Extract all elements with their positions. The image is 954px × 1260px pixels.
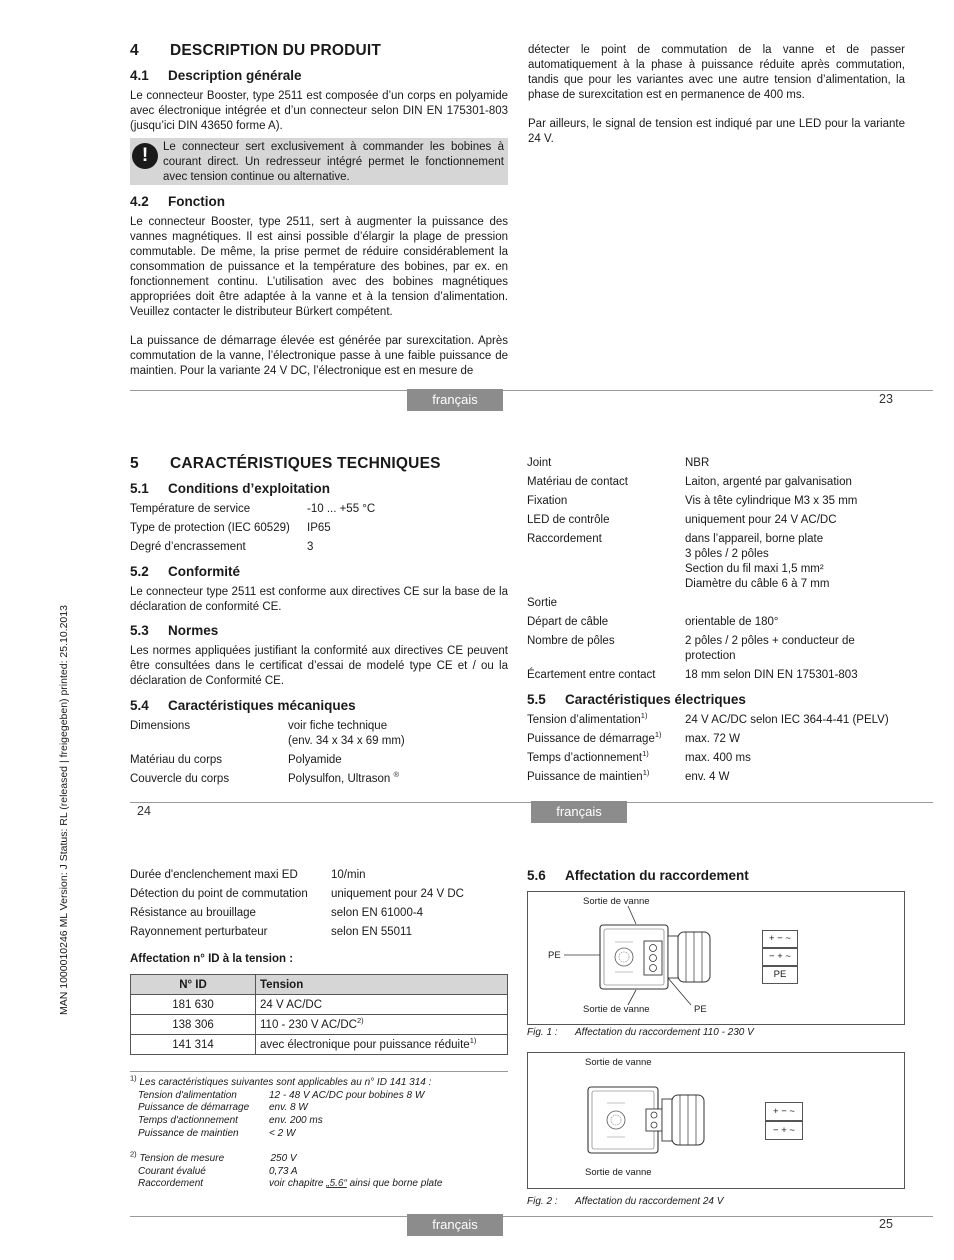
figure-2-caption: Fig. 2 : Affectation du raccordement 24 V (527, 1196, 724, 1207)
section-5-4-heading: 5.4 Caractéristiques mécaniques (130, 698, 356, 713)
list-item: Nombre de pôles 2 pôles / 2 pôles + conducteur de protection (527, 635, 855, 662)
table-header: N° ID (131, 975, 256, 995)
table-title: Affectation n° ID à la tension : (130, 953, 294, 965)
connector-specs-list (527, 456, 907, 687)
page1-footer-rule (130, 390, 933, 391)
section-5-heading: 5 CARACTÉRISTIQUES TECHNIQUES (130, 455, 441, 472)
document-id-sidebar: MAN 1000010246 ML Version: J Status: RL (released | freigegeben) printed: 25.10.2013 (58, 605, 70, 1015)
table-cell: 138 306 (131, 1015, 256, 1035)
connector-drawing-2 (528, 1053, 904, 1188)
figure-1 (527, 891, 905, 1025)
mechanical-list (130, 719, 508, 791)
list-item: Type de protection (IEC 60529) IP65 (130, 522, 331, 534)
table-cell: 110 - 230 V AC/DC$^{2)}$ (256, 1015, 508, 1035)
list-item: Rayonnement perturbateur selon EN 55011 (130, 926, 412, 938)
list-item: LED de contrôle uniquement pour 24 V AC/DC (527, 514, 837, 526)
language-tab: français (407, 1214, 503, 1236)
list-item: Joint NBR (527, 457, 710, 469)
table-cell: 181 630 (131, 995, 256, 1015)
id-voltage-table (130, 974, 508, 1055)
fig2-label-bottom: Sortie de vanne (585, 1167, 652, 1178)
page-number: 25 (879, 1217, 893, 1231)
list-item: Raccordement dans l’appareil, borne plate 3 pôles / 2 pôles Section du fil maxi 1,5 mm² Diamètre du câble 6 à 7 mm (527, 533, 830, 590)
list-item: Tension d’alimentation$^{1)}$ 24 V AC/DC selon IEC 364-4-41 (PELV) (527, 711, 889, 726)
electrical-list (527, 713, 907, 789)
terminal-label-1: + − ~ (765, 1102, 803, 1121)
terminal-label-2: − + ~ (765, 1121, 803, 1140)
section-5-3-heading: 5.3 Normes (130, 623, 219, 638)
table-row (131, 1015, 508, 1035)
list-item: Temps d’actionnement$^{1)}$ max. 400 ms (527, 749, 751, 764)
page1-right-column: détecter le point de commutation de la vanne et de passer automatiquement à la phase à puissance réduite après commutation, tandis que pour les variantes avec une autre tension d’alimentation, la phase de surexcitation est en permanence de 400 ms. Par ailleurs, le signal de tension est indiqué par une LED pour la variante 24 V. (528, 44, 905, 145)
fig2-label-top: Sortie de vanne (585, 1057, 652, 1068)
list-item: Dimensions voir fiche technique (env. 34 x 34 x 69 mm) (130, 720, 405, 747)
chapter-link[interactable]: „5.6“ (326, 1178, 347, 1190)
page-number: 24 (137, 804, 151, 818)
section-4-2-text: Le connecteur Booster, type 2511, sert à augmenter la puissance des vannes magnétiques. Il est ainsi possible d’élargir la plage de pression commutable. De même, la prise permet de réduire considérablement la consommation de puissance et la température des bobines, par ex. en fonctionnement continu. L’utilisation avec des bobines magnétiques appropriées doit être adaptée à la vanne et à la tension d’alimentation. Veuillez contacter le distributeur Bürkert compétent. La puissance de démarrage élevée est générée par surexcitation. Après commutation de la vanne, l’électronique passe à une faible puissance de maintien. Pour la variante 24 V DC, l’électronique est en mesure de (130, 216, 508, 377)
language-tab: français (407, 389, 503, 411)
fig1-label-pe-left: PE (548, 950, 561, 961)
table-cell: 141 314 (131, 1035, 256, 1055)
list-item: Fixation Vis à tête cylindrique M3 x 35 mm (527, 495, 858, 507)
list-item: Température de service -10 ... +55 °C (130, 503, 376, 515)
list-item: Matériau du corps Polyamide (130, 754, 342, 766)
table-row (131, 1035, 508, 1055)
language-tab: français (531, 801, 627, 823)
footnote-2: $^{2)}$ Tension de mesure 250 V Courant évalué 0,73 A Raccordement voir chapitre „5.6“ ainsi que borne plate (130, 1149, 443, 1190)
page-number: 23 (879, 392, 893, 406)
section-5-6-heading: 5.6 Affectation du raccordement (527, 868, 749, 883)
fig1-label-bottom: Sortie de vanne (583, 1004, 650, 1015)
additional-specs-list (130, 868, 508, 944)
list-item: Durée d'enclenchement maxi ED 10/min (130, 869, 366, 881)
table-header: Tension (256, 975, 508, 995)
section-5-2-text: Le connecteur type 2511 est conforme aux directives CE sur la base de la déclaration de conformité CE. (130, 586, 508, 613)
page3-footer-rule (130, 1216, 933, 1217)
list-item: Couvercle du corps Polysulfon, Ultrason ® (130, 770, 400, 785)
warning-box: ! Le connecteur sert exclusivement à commander les bobines à courant direct. Un redresseur intégré permet le fonctionnement avec tension continue ou alternative. (130, 138, 508, 185)
list-item: Degré d’encrassement 3 (130, 541, 314, 553)
section-4-1-heading: 4.1 Description générale (130, 68, 302, 83)
table-cell: avec électronique pour puissance réduite$^{1)}$ (256, 1035, 508, 1055)
terminal-label-1: + − ~ (762, 930, 798, 948)
operating-conditions-list (130, 502, 508, 559)
section-5-3-text: Les normes appliquées justifiant la conformité aux directives CE peuvent être consultées dans le certificat d’essai de modelé type CE et / ou la déclaration de Conformité CE. (130, 645, 508, 687)
terminal-label-2: − + ~ (762, 948, 798, 966)
list-item: Sortie (527, 597, 558, 609)
section-4-heading: 4 DESCRIPTION DU PRODUIT (130, 42, 382, 59)
footnote-1: $^{1)}$ Les caractéristiques suivantes sont applicables au n° ID 141 314 : Tension d'alimentation 12 - 48 V AC/DC pour bobines 8 W Puissance de démarrage env. 8 W Temps d'actionnement env. 200 ms Puissance de maintien < 2 W (130, 1073, 432, 1139)
fig1-label-top: Sortie de vanne (583, 896, 650, 907)
figure-1-caption: Fig. 1 : Affectation du raccordement 110 - 230 V (527, 1027, 754, 1038)
section-5-2-heading: 5.2 Conformité (130, 564, 240, 579)
list-item: Détection du point de commutation uniquement pour 24 V DC (130, 888, 464, 900)
table-header-row (131, 975, 508, 995)
table-row (131, 995, 508, 1015)
list-item: Puissance de maintien$^{1)}$ env. 4 W (527, 768, 730, 783)
section-4-1-text: Le connecteur Booster, type 2511 est composée d’un corps en polyamide avec électronique intégrée et d’un connecteur selon DIN EN 175301-803 (jusqu’ici DIN 43650 forme A). (130, 90, 508, 132)
exclamation-icon: ! (132, 143, 158, 169)
terminal-label-pe: PE (762, 966, 798, 984)
fig1-label-pe-right: PE (694, 1004, 707, 1015)
table-cell: 24 V AC/DC (256, 995, 508, 1015)
footnote-rule (130, 1071, 508, 1072)
connector-drawing-1 (528, 892, 904, 1024)
list-item: Matériau de contact Laiton, argenté par galvanisation (527, 476, 852, 488)
list-item: Écartement entre contact 18 mm selon DIN EN 175301-803 (527, 669, 858, 681)
list-item: Résistance au brouillage selon EN 61000-4 (130, 907, 424, 919)
figure-2 (527, 1052, 905, 1189)
section-4-2-heading: 4.2 Fonction (130, 194, 225, 209)
section-5-5-heading: 5.5 Caractéristiques électriques (527, 692, 746, 707)
list-item: Puissance de démarrage$^{1)}$ max. 72 W (527, 730, 740, 745)
section-5-1-heading: 5.1 Conditions d’exploitation (130, 481, 330, 496)
list-item: Départ de câble orientable de 180° (527, 616, 779, 628)
